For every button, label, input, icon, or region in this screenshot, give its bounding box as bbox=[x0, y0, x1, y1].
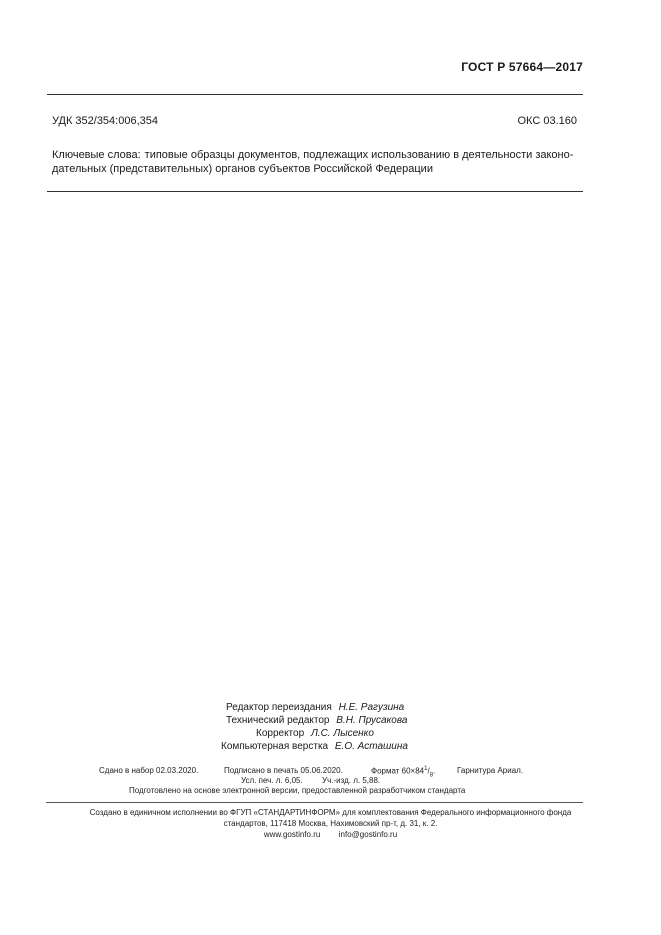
imprint-typeface: Гарнитура Ариал. bbox=[457, 766, 524, 775]
publisher-line-1: Создано в единичном исполнении во ФГУП «СТАНДАРТИНФОРМ» для комплектования Федерального информационного фонда bbox=[89, 808, 572, 817]
keywords-line-2: дательных (представительных) органов субъектов Российской Федерации bbox=[52, 163, 433, 175]
staff-row-proofreader bbox=[256, 728, 374, 741]
imprint-prepared: Подготовлено на основе электронной версии, предоставленной разработчиком стандарта bbox=[129, 786, 466, 795]
imprint-pub-sheets: Уч.-изд. л. 5,88. bbox=[322, 776, 381, 785]
middle-divider bbox=[47, 191, 583, 192]
staff-person: Е.О. Асташина bbox=[334, 741, 408, 752]
keywords-block bbox=[52, 148, 582, 176]
format-prefix: Формат 60×84 bbox=[371, 766, 425, 776]
staff-role: Редактор переиздания bbox=[226, 702, 332, 713]
publisher-line-2: стандартов, 117418 Москва, Нахимовский пр-т, д. 31, к. 2. bbox=[223, 819, 438, 828]
format-denominator: 8 bbox=[429, 772, 434, 779]
staff-person: В.Н. Прусакова bbox=[336, 715, 408, 726]
staff-role: Компьютерная верстка bbox=[221, 741, 329, 752]
publisher-website-link[interactable]: www.gostinfo.ru bbox=[263, 830, 321, 839]
publisher-contacts bbox=[0, 830, 661, 839]
format-suffix: . bbox=[433, 766, 436, 776]
format-numerator: 1 bbox=[424, 766, 428, 772]
keywords-label: Ключевые слова: bbox=[52, 149, 141, 161]
staff-role: Корректор bbox=[256, 728, 305, 739]
keywords-text-1: типовые образцы документов, подлежащих использованию в деятельности законо- bbox=[144, 149, 574, 161]
imprint-print-sheets: Усл. печ. л. 6,05. bbox=[241, 776, 303, 785]
staff-row-editor bbox=[226, 702, 404, 715]
imprint-format: Формат $60\times 84^1/_8$. bbox=[371, 766, 436, 779]
keywords-line-1 bbox=[52, 148, 582, 162]
bottom-divider bbox=[46, 802, 583, 803]
staff-person: Л.С. Лысенко bbox=[310, 728, 374, 739]
imprint-submitted: Сдано в набор 02.03.2020. bbox=[99, 766, 199, 775]
publisher-email-link[interactable]: info@gostinfo.ru bbox=[338, 830, 398, 839]
imprint-signed: Подписано в печать 05.06.2020. bbox=[224, 766, 343, 775]
staff-row-tech-editor bbox=[226, 715, 407, 728]
top-divider bbox=[47, 94, 583, 95]
oks-code: ОКС 03.160 bbox=[517, 115, 577, 127]
staff-person: Н.Е. Рагузина bbox=[338, 702, 405, 713]
staff-row-layout bbox=[221, 741, 408, 754]
udk-code: УДК 352/354:006,354 bbox=[52, 115, 158, 127]
staff-role: Технический редактор bbox=[226, 715, 330, 726]
standard-number: ГОСТ Р 57664—2017 bbox=[461, 60, 583, 74]
